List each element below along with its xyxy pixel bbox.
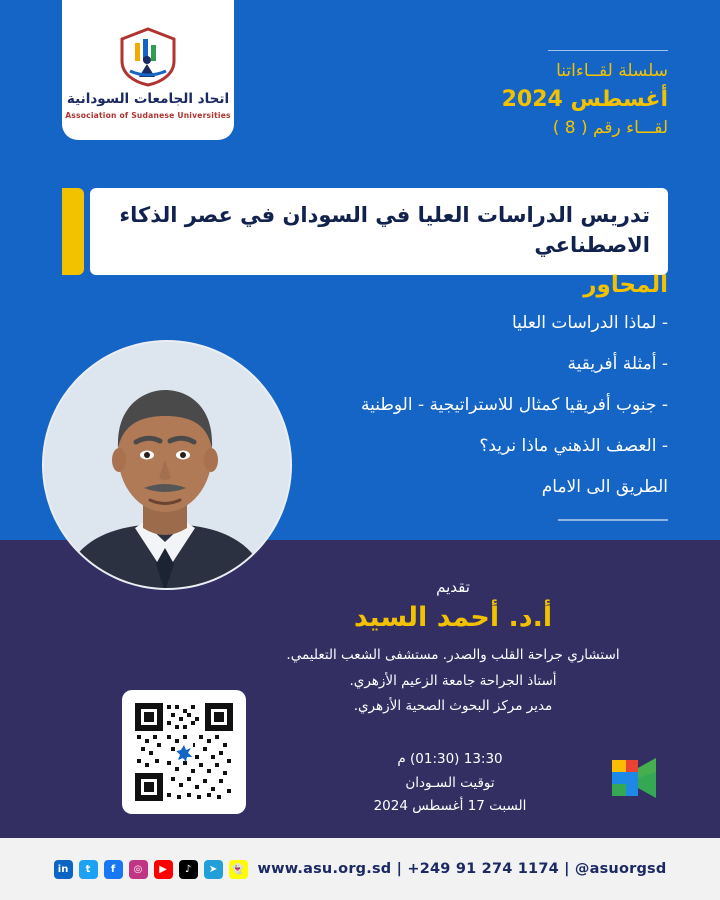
topics-section: [248, 272, 668, 521]
presenter-credential: استشاري جراحة القلب والصدر. مستشفى الشعب التعليمي.: [286, 647, 620, 663]
youtube-icon[interactable]: ▶: [154, 860, 173, 879]
social-icons: [54, 860, 248, 879]
google-meet-icon: [604, 752, 668, 804]
topic-item: الطريق الى الامام: [541, 476, 668, 497]
event-time: 13:30 (01:30) م: [397, 751, 503, 767]
topic-item: - العصف الذهني ماذا نريد؟: [479, 435, 668, 456]
footer-contact: www.asu.org.sd | +249 91 274 1174 | @asuorgsd: [257, 861, 667, 877]
qr-code[interactable]: [122, 690, 246, 814]
page-title: تدريس الدراسات العليا في السودان في عصر الذكاء الاصطناعي: [119, 203, 650, 258]
linkedin-icon[interactable]: in: [54, 860, 73, 879]
logo-text-arabic: اتحاد الجامعات السودانية: [66, 90, 230, 107]
footer-bar: [0, 838, 720, 900]
presenter-credential: أستاذ الجراحة جامعة الزعيم الأزهري.: [349, 672, 557, 689]
facebook-icon[interactable]: f: [104, 860, 123, 879]
tiktok-icon[interactable]: ♪: [179, 860, 198, 879]
event-time-block: [330, 748, 570, 819]
presenter-name: أ.د. أحمد السيد: [353, 602, 553, 633]
logo-text-english: Association of Sudanese Universities: [65, 110, 231, 120]
topic-item: - لماذا الدراسات العليا: [511, 313, 668, 333]
series-block: [502, 50, 668, 140]
event-timezone: توقيت السـودان: [405, 774, 495, 791]
organization-logo-card: [62, 0, 234, 140]
topic-item: - جنوب أفريقيا كمثال للاستراتيجية - الوطنية: [360, 394, 668, 415]
title-box: [90, 188, 668, 275]
event-date: السبت 17 أغسطس 2024: [373, 798, 527, 815]
series-line-1: سلسلة لقــاءاتنا: [556, 61, 668, 81]
topics-heading: المحاور: [583, 272, 668, 298]
topic-item: - أمثلة أفريقية: [567, 353, 668, 374]
instagram-icon[interactable]: ◎: [129, 860, 148, 879]
title-accent-tab: [62, 188, 84, 275]
snapchat-icon[interactable]: 👻: [229, 860, 248, 879]
presenter-credential: مدير مركز البحوث الصحية الأزهري.: [353, 698, 553, 715]
telegram-icon[interactable]: ➤: [204, 860, 223, 879]
twitter-icon[interactable]: t: [79, 860, 98, 879]
speaker-portrait: [42, 340, 292, 590]
series-divider: [548, 50, 668, 51]
series-line-3: لقـــاء رقم ( 8 ): [552, 117, 668, 138]
presenter-block: [238, 578, 668, 720]
presenter-label: تقديم: [436, 578, 470, 596]
series-line-2: أغسطس 2024: [501, 86, 668, 112]
topics-divider: [558, 519, 668, 521]
title-bar: [62, 188, 668, 275]
asu-logo-icon: [116, 27, 180, 87]
